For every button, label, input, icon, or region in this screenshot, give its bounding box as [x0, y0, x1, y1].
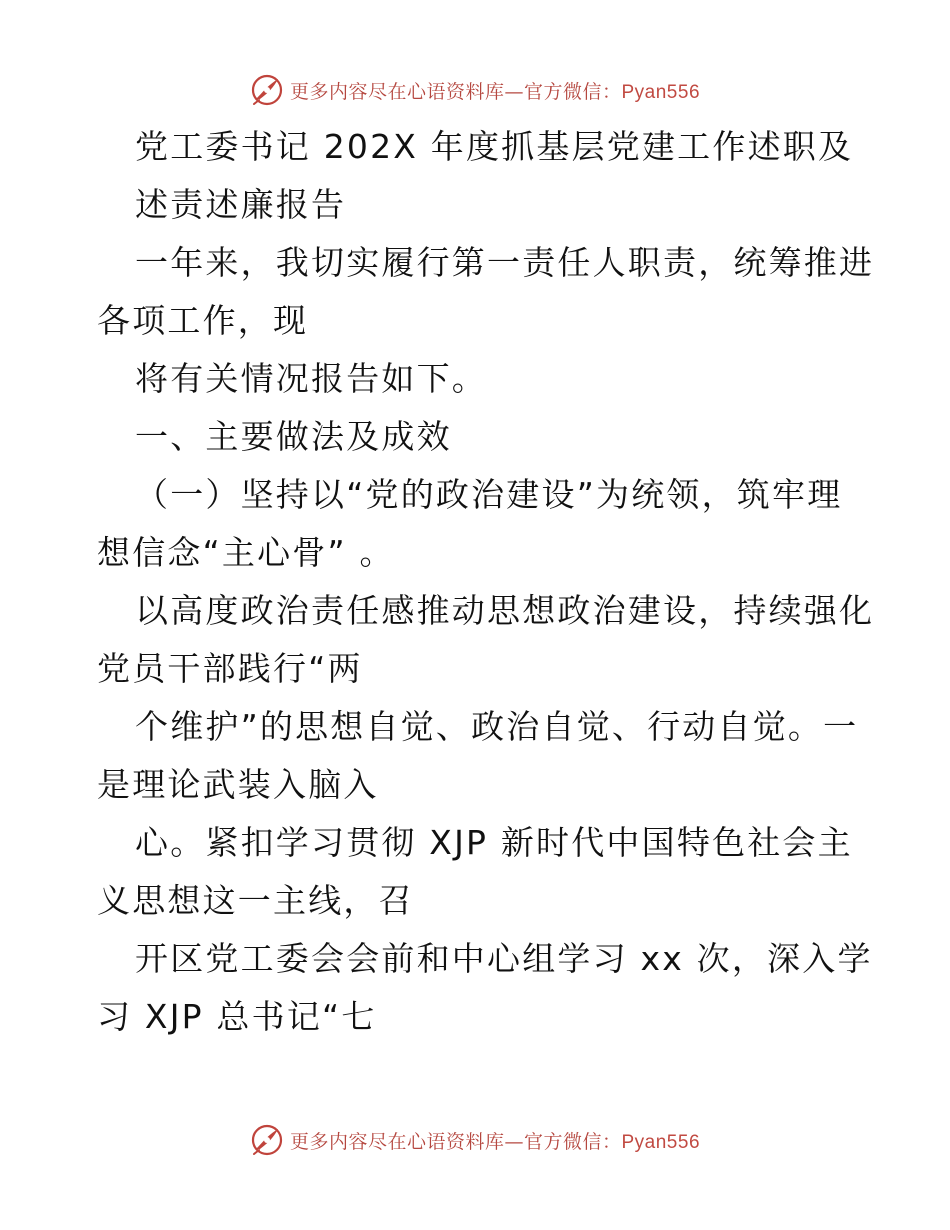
document-body	[97, 118, 875, 1046]
paragraph-line: 个维护”的思想自觉、政治自觉、行动自觉。一	[135, 707, 859, 746]
footer-banner-content	[250, 1123, 700, 1157]
paragraph-line: 将有关情况报告如下。	[135, 359, 487, 398]
paragraph-line: 是理论武装入脑入	[97, 765, 379, 804]
footer-wechat-id: Pyan556	[621, 1131, 701, 1153]
subsection-heading: （一）坚持以“党的政治建设”为统领，筑牢理	[135, 475, 843, 514]
title-line-2: 述责述廉报告	[135, 185, 347, 224]
paragraph-line: 习 XJP 总书记“七	[97, 997, 377, 1036]
title-line-1: 党工委书记 202X 年度抓基层党建工作述职及	[135, 127, 854, 166]
paragraph-line: 各项工作，现	[97, 301, 309, 340]
red-quill-emblem-icon	[250, 73, 284, 107]
footer-banner-text: 更多内容尽在心语资料库—官方微信：Pyan556	[289, 1130, 701, 1153]
section-heading: 一、主要做法及成效	[135, 417, 452, 456]
subsection-heading-cont: 想信念“主心骨” 。	[97, 533, 395, 572]
paragraph-line: 开区党工委会会前和中心组学习 xx 次，深入学	[135, 939, 873, 978]
footer-banner	[0, 1120, 950, 1160]
paragraph-line: 心。紧扣学习贯彻 XJP 新时代中国特色社会主	[135, 823, 853, 862]
paragraph-line: 一年来，我切实履行第一责任人职责，统筹推进	[135, 243, 875, 282]
paragraph-line: 义思想这一主线，召	[97, 881, 414, 920]
paragraph-line: 以高度政治责任感推动思想政治建设，持续强化	[135, 591, 875, 630]
header-banner-content	[250, 73, 700, 107]
header-banner	[0, 70, 950, 110]
red-quill-emblem-icon	[250, 1123, 284, 1157]
header-banner-text: 更多内容尽在心语资料库—官方微信：Pyan556	[289, 80, 701, 103]
paragraph-line: 党员干部践行“两	[97, 649, 363, 688]
header-wechat-id: Pyan556	[621, 81, 701, 103]
